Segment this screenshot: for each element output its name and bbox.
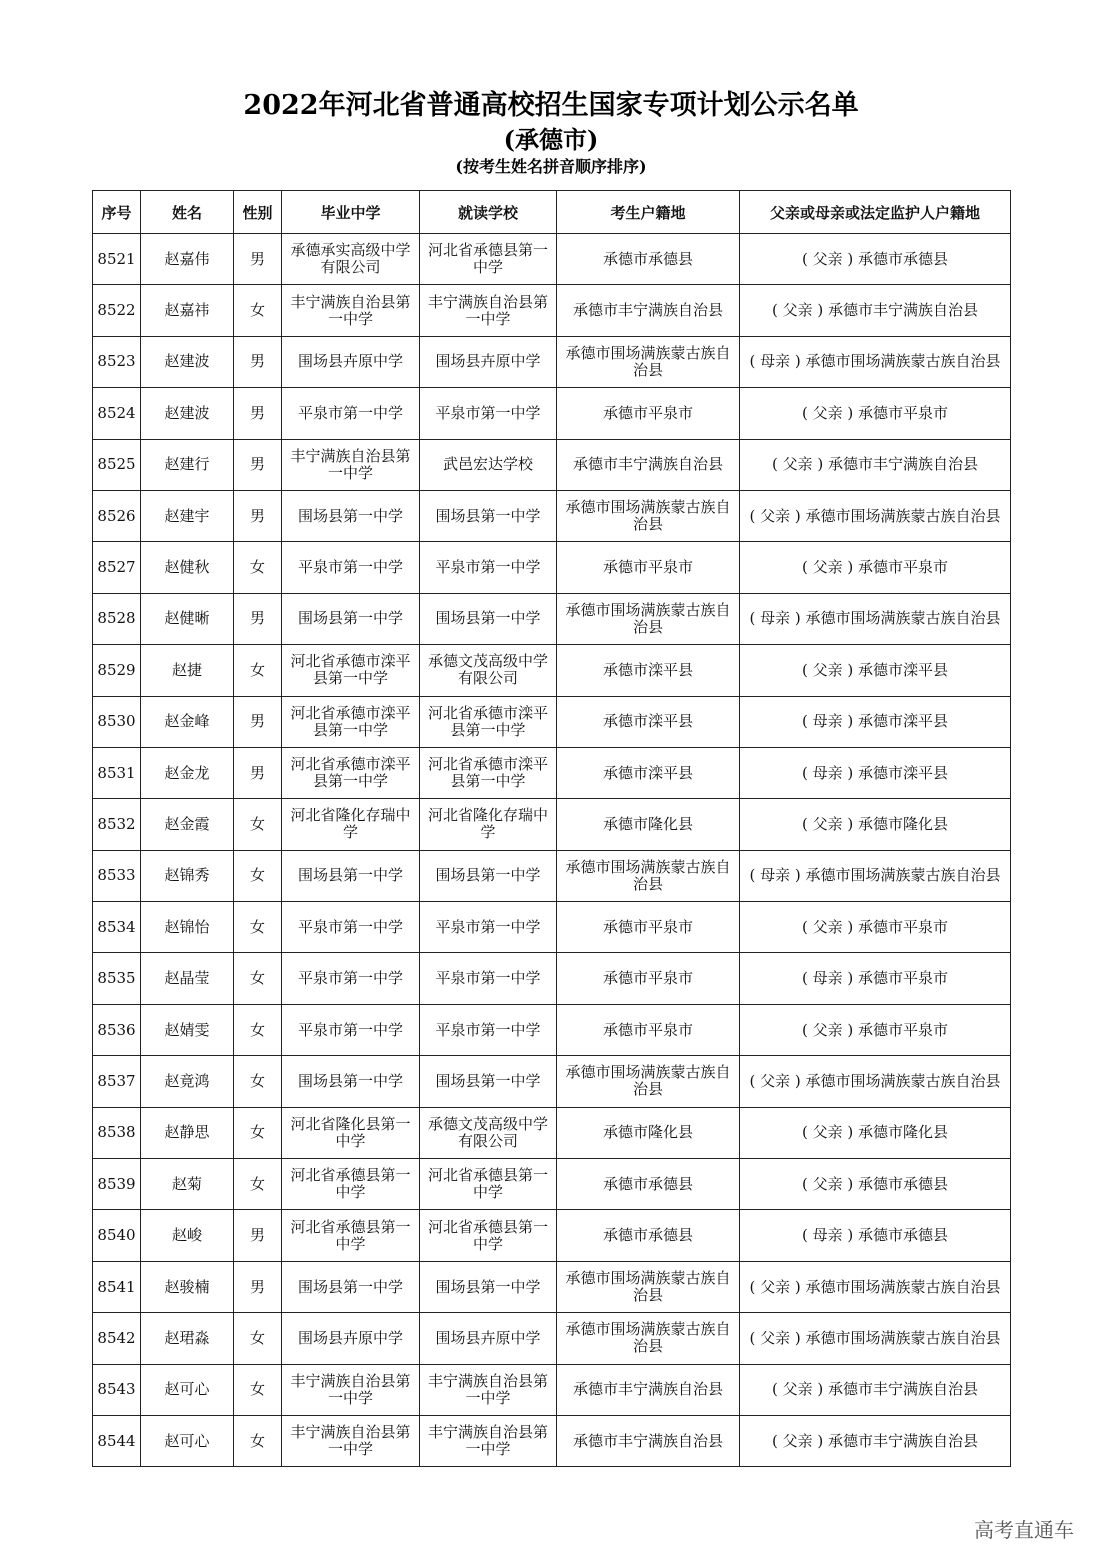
cell-gender: 男 xyxy=(234,1261,282,1312)
cell-current-school: 河北省承德县第一中学 xyxy=(420,1159,557,1210)
table-row xyxy=(93,593,1011,644)
cell-graduation-school: 河北省承德县第一中学 xyxy=(282,1210,420,1261)
cell-seq: 8525 xyxy=(93,439,141,490)
cell-guardian-hukou: ( 父亲 ) 承德市围场满族蒙古族自治县 xyxy=(740,490,1011,541)
cell-current-school: 平泉市第一中学 xyxy=(420,542,557,593)
cell-name: 赵建波 xyxy=(141,336,234,387)
cell-name: 赵健秋 xyxy=(141,542,234,593)
table-row xyxy=(93,490,1011,541)
cell-current-school: 承德文茂高级中学有限公司 xyxy=(420,1107,557,1158)
cell-seq: 8524 xyxy=(93,388,141,439)
cell-guardian-hukou: ( 父亲 ) 承德市平泉市 xyxy=(740,902,1011,953)
cell-graduation-school: 围场县第一中学 xyxy=(282,490,420,541)
cell-current-school: 丰宁满族自治县第一中学 xyxy=(420,285,557,336)
cell-seq: 8523 xyxy=(93,336,141,387)
cell-current-school: 围场县第一中学 xyxy=(420,850,557,901)
cell-hukou: 承德市丰宁满族自治县 xyxy=(557,439,740,490)
cell-gender: 女 xyxy=(234,285,282,336)
cell-name: 赵可心 xyxy=(141,1415,234,1466)
cell-seq: 8540 xyxy=(93,1210,141,1261)
cell-hukou: 承德市承德县 xyxy=(557,234,740,285)
cell-guardian-hukou: ( 父亲 ) 承德市丰宁满族自治县 xyxy=(740,285,1011,336)
cell-graduation-school: 围场县第一中学 xyxy=(282,593,420,644)
cell-name: 赵金峰 xyxy=(141,696,234,747)
cell-guardian-hukou: ( 父亲 ) 承德市丰宁满族自治县 xyxy=(740,439,1011,490)
cell-hukou: 承德市隆化县 xyxy=(557,1107,740,1158)
cell-current-school: 围场县第一中学 xyxy=(420,1261,557,1312)
cell-seq: 8522 xyxy=(93,285,141,336)
cell-graduation-school: 河北省隆化存瑞中学 xyxy=(282,799,420,850)
table-row xyxy=(93,1210,1011,1261)
roster-table xyxy=(92,190,1011,1467)
table-body xyxy=(93,234,1011,1467)
column-header-seq: 序号 xyxy=(93,191,141,234)
cell-hukou: 承德市平泉市 xyxy=(557,953,740,1004)
cell-name: 赵珺淼 xyxy=(141,1313,234,1364)
cell-gender: 男 xyxy=(234,696,282,747)
cell-seq: 8530 xyxy=(93,696,141,747)
cell-name: 赵锦怡 xyxy=(141,902,234,953)
cell-current-school: 河北省承德县第一中学 xyxy=(420,1210,557,1261)
cell-hukou: 承德市围场满族蒙古族自治县 xyxy=(557,1313,740,1364)
cell-graduation-school: 平泉市第一中学 xyxy=(282,388,420,439)
cell-guardian-hukou: ( 母亲 ) 承德市围场满族蒙古族自治县 xyxy=(740,850,1011,901)
cell-gender: 男 xyxy=(234,388,282,439)
cell-current-school: 围场县第一中学 xyxy=(420,490,557,541)
table-row xyxy=(93,1107,1011,1158)
cell-seq: 8542 xyxy=(93,1313,141,1364)
cell-current-school: 围场县卉原中学 xyxy=(420,336,557,387)
cell-name: 赵金龙 xyxy=(141,747,234,798)
cell-guardian-hukou: ( 父亲 ) 承德市承德县 xyxy=(740,234,1011,285)
cell-graduation-school: 围场县卉原中学 xyxy=(282,1313,420,1364)
cell-seq: 8541 xyxy=(93,1261,141,1312)
table-row xyxy=(93,799,1011,850)
table-row xyxy=(93,1313,1011,1364)
cell-name: 赵建宇 xyxy=(141,490,234,541)
cell-name: 赵建行 xyxy=(141,439,234,490)
page-title: 2022年河北省普通高校招生国家专项计划公示名单 xyxy=(243,90,859,121)
cell-guardian-hukou: ( 父亲 ) 承德市平泉市 xyxy=(740,542,1011,593)
column-header-current-school: 就读学校 xyxy=(420,191,557,234)
cell-hukou: 承德市平泉市 xyxy=(557,902,740,953)
table-row xyxy=(93,645,1011,696)
cell-guardian-hukou: ( 母亲 ) 承德市承德县 xyxy=(740,1210,1011,1261)
cell-graduation-school: 平泉市第一中学 xyxy=(282,1004,420,1055)
table-row xyxy=(93,747,1011,798)
cell-graduation-school: 围场县第一中学 xyxy=(282,1261,420,1312)
cell-hukou: 承德市围场满族蒙古族自治县 xyxy=(557,593,740,644)
cell-gender: 女 xyxy=(234,645,282,696)
cell-gender: 男 xyxy=(234,747,282,798)
cell-current-school: 河北省承德市滦平县第一中学 xyxy=(420,696,557,747)
cell-seq: 8533 xyxy=(93,850,141,901)
table-row xyxy=(93,850,1011,901)
cell-seq: 8538 xyxy=(93,1107,141,1158)
cell-current-school: 平泉市第一中学 xyxy=(420,388,557,439)
cell-graduation-school: 河北省隆化县第一中学 xyxy=(282,1107,420,1158)
cell-guardian-hukou: ( 父亲 ) 承德市围场满族蒙古族自治县 xyxy=(740,1261,1011,1312)
cell-guardian-hukou: ( 父亲 ) 承德市承德县 xyxy=(740,1159,1011,1210)
cell-hukou: 承德市滦平县 xyxy=(557,747,740,798)
cell-guardian-hukou: ( 母亲 ) 承德市滦平县 xyxy=(740,747,1011,798)
table-row xyxy=(93,388,1011,439)
cell-hukou: 承德市平泉市 xyxy=(557,542,740,593)
cell-name: 赵峻 xyxy=(141,1210,234,1261)
cell-graduation-school: 围场县第一中学 xyxy=(282,1056,420,1107)
cell-guardian-hukou: ( 父亲 ) 承德市隆化县 xyxy=(740,799,1011,850)
cell-name: 赵健晰 xyxy=(141,593,234,644)
table-row xyxy=(93,336,1011,387)
cell-current-school: 平泉市第一中学 xyxy=(420,953,557,1004)
cell-name: 赵捷 xyxy=(141,645,234,696)
cell-graduation-school: 平泉市第一中学 xyxy=(282,953,420,1004)
cell-seq: 8534 xyxy=(93,902,141,953)
cell-hukou: 承德市隆化县 xyxy=(557,799,740,850)
table-row xyxy=(93,439,1011,490)
cell-name: 赵竟鸿 xyxy=(141,1056,234,1107)
cell-guardian-hukou: ( 母亲 ) 承德市滦平县 xyxy=(740,696,1011,747)
cell-hukou: 承德市围场满族蒙古族自治县 xyxy=(557,336,740,387)
table-row xyxy=(93,902,1011,953)
column-header-gender: 性别 xyxy=(234,191,282,234)
cell-hukou: 承德市滦平县 xyxy=(557,696,740,747)
table-row xyxy=(93,234,1011,285)
cell-current-school: 围场县卉原中学 xyxy=(420,1313,557,1364)
sort-note: (按考生姓名拼音顺序排序) xyxy=(455,157,647,176)
cell-name: 赵金霞 xyxy=(141,799,234,850)
cell-seq: 8531 xyxy=(93,747,141,798)
cell-guardian-hukou: ( 母亲 ) 承德市平泉市 xyxy=(740,953,1011,1004)
cell-hukou: 承德市承德县 xyxy=(557,1159,740,1210)
table-row xyxy=(93,1261,1011,1312)
cell-name: 赵静思 xyxy=(141,1107,234,1158)
cell-gender: 女 xyxy=(234,1313,282,1364)
table-row xyxy=(93,1415,1011,1466)
cell-graduation-school: 平泉市第一中学 xyxy=(282,542,420,593)
cell-name: 赵建波 xyxy=(141,388,234,439)
cell-name: 赵锦秀 xyxy=(141,850,234,901)
cell-graduation-school: 围场县卉原中学 xyxy=(282,336,420,387)
cell-current-school: 承德文茂高级中学有限公司 xyxy=(420,645,557,696)
cell-seq: 8526 xyxy=(93,490,141,541)
cell-gender: 女 xyxy=(234,1415,282,1466)
cell-gender: 女 xyxy=(234,1159,282,1210)
column-header-name: 姓名 xyxy=(141,191,234,234)
cell-gender: 女 xyxy=(234,1056,282,1107)
cell-graduation-school: 围场县第一中学 xyxy=(282,850,420,901)
cell-gender: 男 xyxy=(234,593,282,644)
cell-current-school: 围场县第一中学 xyxy=(420,1056,557,1107)
cell-gender: 女 xyxy=(234,902,282,953)
cell-graduation-school: 河北省承德县第一中学 xyxy=(282,1159,420,1210)
cell-gender: 女 xyxy=(234,1364,282,1415)
cell-hukou: 承德市平泉市 xyxy=(557,388,740,439)
cell-name: 赵骏楠 xyxy=(141,1261,234,1312)
cell-seq: 8528 xyxy=(93,593,141,644)
cell-name: 赵嘉祎 xyxy=(141,285,234,336)
cell-gender: 女 xyxy=(234,799,282,850)
cell-current-school: 围场县第一中学 xyxy=(420,593,557,644)
cell-guardian-hukou: ( 父亲 ) 承德市围场满族蒙古族自治县 xyxy=(740,1056,1011,1107)
watermark: 高考直通车 xyxy=(974,1518,1074,1542)
cell-hukou: 承德市围场满族蒙古族自治县 xyxy=(557,1261,740,1312)
table-row xyxy=(93,1159,1011,1210)
table-row xyxy=(93,285,1011,336)
cell-hukou: 承德市围场满族蒙古族自治县 xyxy=(557,490,740,541)
cell-gender: 女 xyxy=(234,953,282,1004)
cell-guardian-hukou: ( 母亲 ) 承德市围场满族蒙古族自治县 xyxy=(740,336,1011,387)
cell-gender: 男 xyxy=(234,234,282,285)
cell-gender: 男 xyxy=(234,336,282,387)
cell-gender: 女 xyxy=(234,1107,282,1158)
cell-guardian-hukou: ( 父亲 ) 承德市围场满族蒙古族自治县 xyxy=(740,1313,1011,1364)
cell-graduation-school: 承德承实高级中学有限公司 xyxy=(282,234,420,285)
cell-seq: 8537 xyxy=(93,1056,141,1107)
cell-graduation-school: 丰宁满族自治县第一中学 xyxy=(282,439,420,490)
cell-current-school: 河北省承德县第一中学 xyxy=(420,234,557,285)
cell-hukou: 承德市围场满族蒙古族自治县 xyxy=(557,1056,740,1107)
cell-guardian-hukou: ( 父亲 ) 承德市平泉市 xyxy=(740,388,1011,439)
cell-seq: 8532 xyxy=(93,799,141,850)
cell-guardian-hukou: ( 父亲 ) 承德市隆化县 xyxy=(740,1107,1011,1158)
cell-seq: 8536 xyxy=(93,1004,141,1055)
table-row xyxy=(93,1004,1011,1055)
cell-guardian-hukou: ( 父亲 ) 承德市丰宁满族自治县 xyxy=(740,1364,1011,1415)
column-header-hukou: 考生户籍地 xyxy=(557,191,740,234)
cell-seq: 8539 xyxy=(93,1159,141,1210)
column-header-graduation-school: 毕业中学 xyxy=(282,191,420,234)
cell-hukou: 承德市平泉市 xyxy=(557,1004,740,1055)
cell-graduation-school: 河北省承德市滦平县第一中学 xyxy=(282,645,420,696)
cell-current-school: 平泉市第一中学 xyxy=(420,902,557,953)
cell-seq: 8535 xyxy=(93,953,141,1004)
cell-graduation-school: 河北省承德市滦平县第一中学 xyxy=(282,696,420,747)
cell-seq: 8527 xyxy=(93,542,141,593)
page-subtitle: (承德市) xyxy=(503,125,599,154)
cell-graduation-school: 丰宁满族自治县第一中学 xyxy=(282,285,420,336)
cell-hukou: 承德市滦平县 xyxy=(557,645,740,696)
column-header-guardian-hukou: 父亲或母亲或法定监护人户籍地 xyxy=(740,191,1011,234)
cell-gender: 男 xyxy=(234,490,282,541)
cell-graduation-school: 平泉市第一中学 xyxy=(282,902,420,953)
cell-hukou: 承德市围场满族蒙古族自治县 xyxy=(557,850,740,901)
cell-guardian-hukou: ( 父亲 ) 承德市滦平县 xyxy=(740,645,1011,696)
cell-name: 赵晶莹 xyxy=(141,953,234,1004)
cell-name: 赵菊 xyxy=(141,1159,234,1210)
table-row xyxy=(93,1056,1011,1107)
table-row xyxy=(93,1364,1011,1415)
cell-guardian-hukou: ( 母亲 ) 承德市围场满族蒙古族自治县 xyxy=(740,593,1011,644)
cell-current-school: 平泉市第一中学 xyxy=(420,1004,557,1055)
cell-guardian-hukou: ( 父亲 ) 承德市平泉市 xyxy=(740,1004,1011,1055)
cell-gender: 女 xyxy=(234,1004,282,1055)
cell-current-school: 武邑宏达学校 xyxy=(420,439,557,490)
table-row xyxy=(93,542,1011,593)
cell-seq: 8521 xyxy=(93,234,141,285)
table-row xyxy=(93,696,1011,747)
cell-gender: 女 xyxy=(234,850,282,901)
cell-current-school: 丰宁满族自治县第一中学 xyxy=(420,1415,557,1466)
cell-seq: 8529 xyxy=(93,645,141,696)
cell-gender: 男 xyxy=(234,1210,282,1261)
cell-seq: 8544 xyxy=(93,1415,141,1466)
cell-current-school: 河北省隆化存瑞中学 xyxy=(420,799,557,850)
cell-current-school: 丰宁满族自治县第一中学 xyxy=(420,1364,557,1415)
cell-gender: 男 xyxy=(234,439,282,490)
cell-name: 赵婧雯 xyxy=(141,1004,234,1055)
cell-hukou: 承德市丰宁满族自治县 xyxy=(557,1415,740,1466)
table-header-row xyxy=(93,191,1011,234)
cell-guardian-hukou: ( 父亲 ) 承德市丰宁满族自治县 xyxy=(740,1415,1011,1466)
cell-hukou: 承德市丰宁满族自治县 xyxy=(557,285,740,336)
cell-current-school: 河北省承德市滦平县第一中学 xyxy=(420,747,557,798)
cell-hukou: 承德市承德县 xyxy=(557,1210,740,1261)
table-row xyxy=(93,953,1011,1004)
cell-hukou: 承德市丰宁满族自治县 xyxy=(557,1364,740,1415)
cell-name: 赵可心 xyxy=(141,1364,234,1415)
cell-gender: 女 xyxy=(234,542,282,593)
cell-graduation-school: 河北省承德市滦平县第一中学 xyxy=(282,747,420,798)
cell-graduation-school: 丰宁满族自治县第一中学 xyxy=(282,1364,420,1415)
cell-graduation-school: 丰宁满族自治县第一中学 xyxy=(282,1415,420,1466)
cell-name: 赵嘉伟 xyxy=(141,234,234,285)
cell-seq: 8543 xyxy=(93,1364,141,1415)
